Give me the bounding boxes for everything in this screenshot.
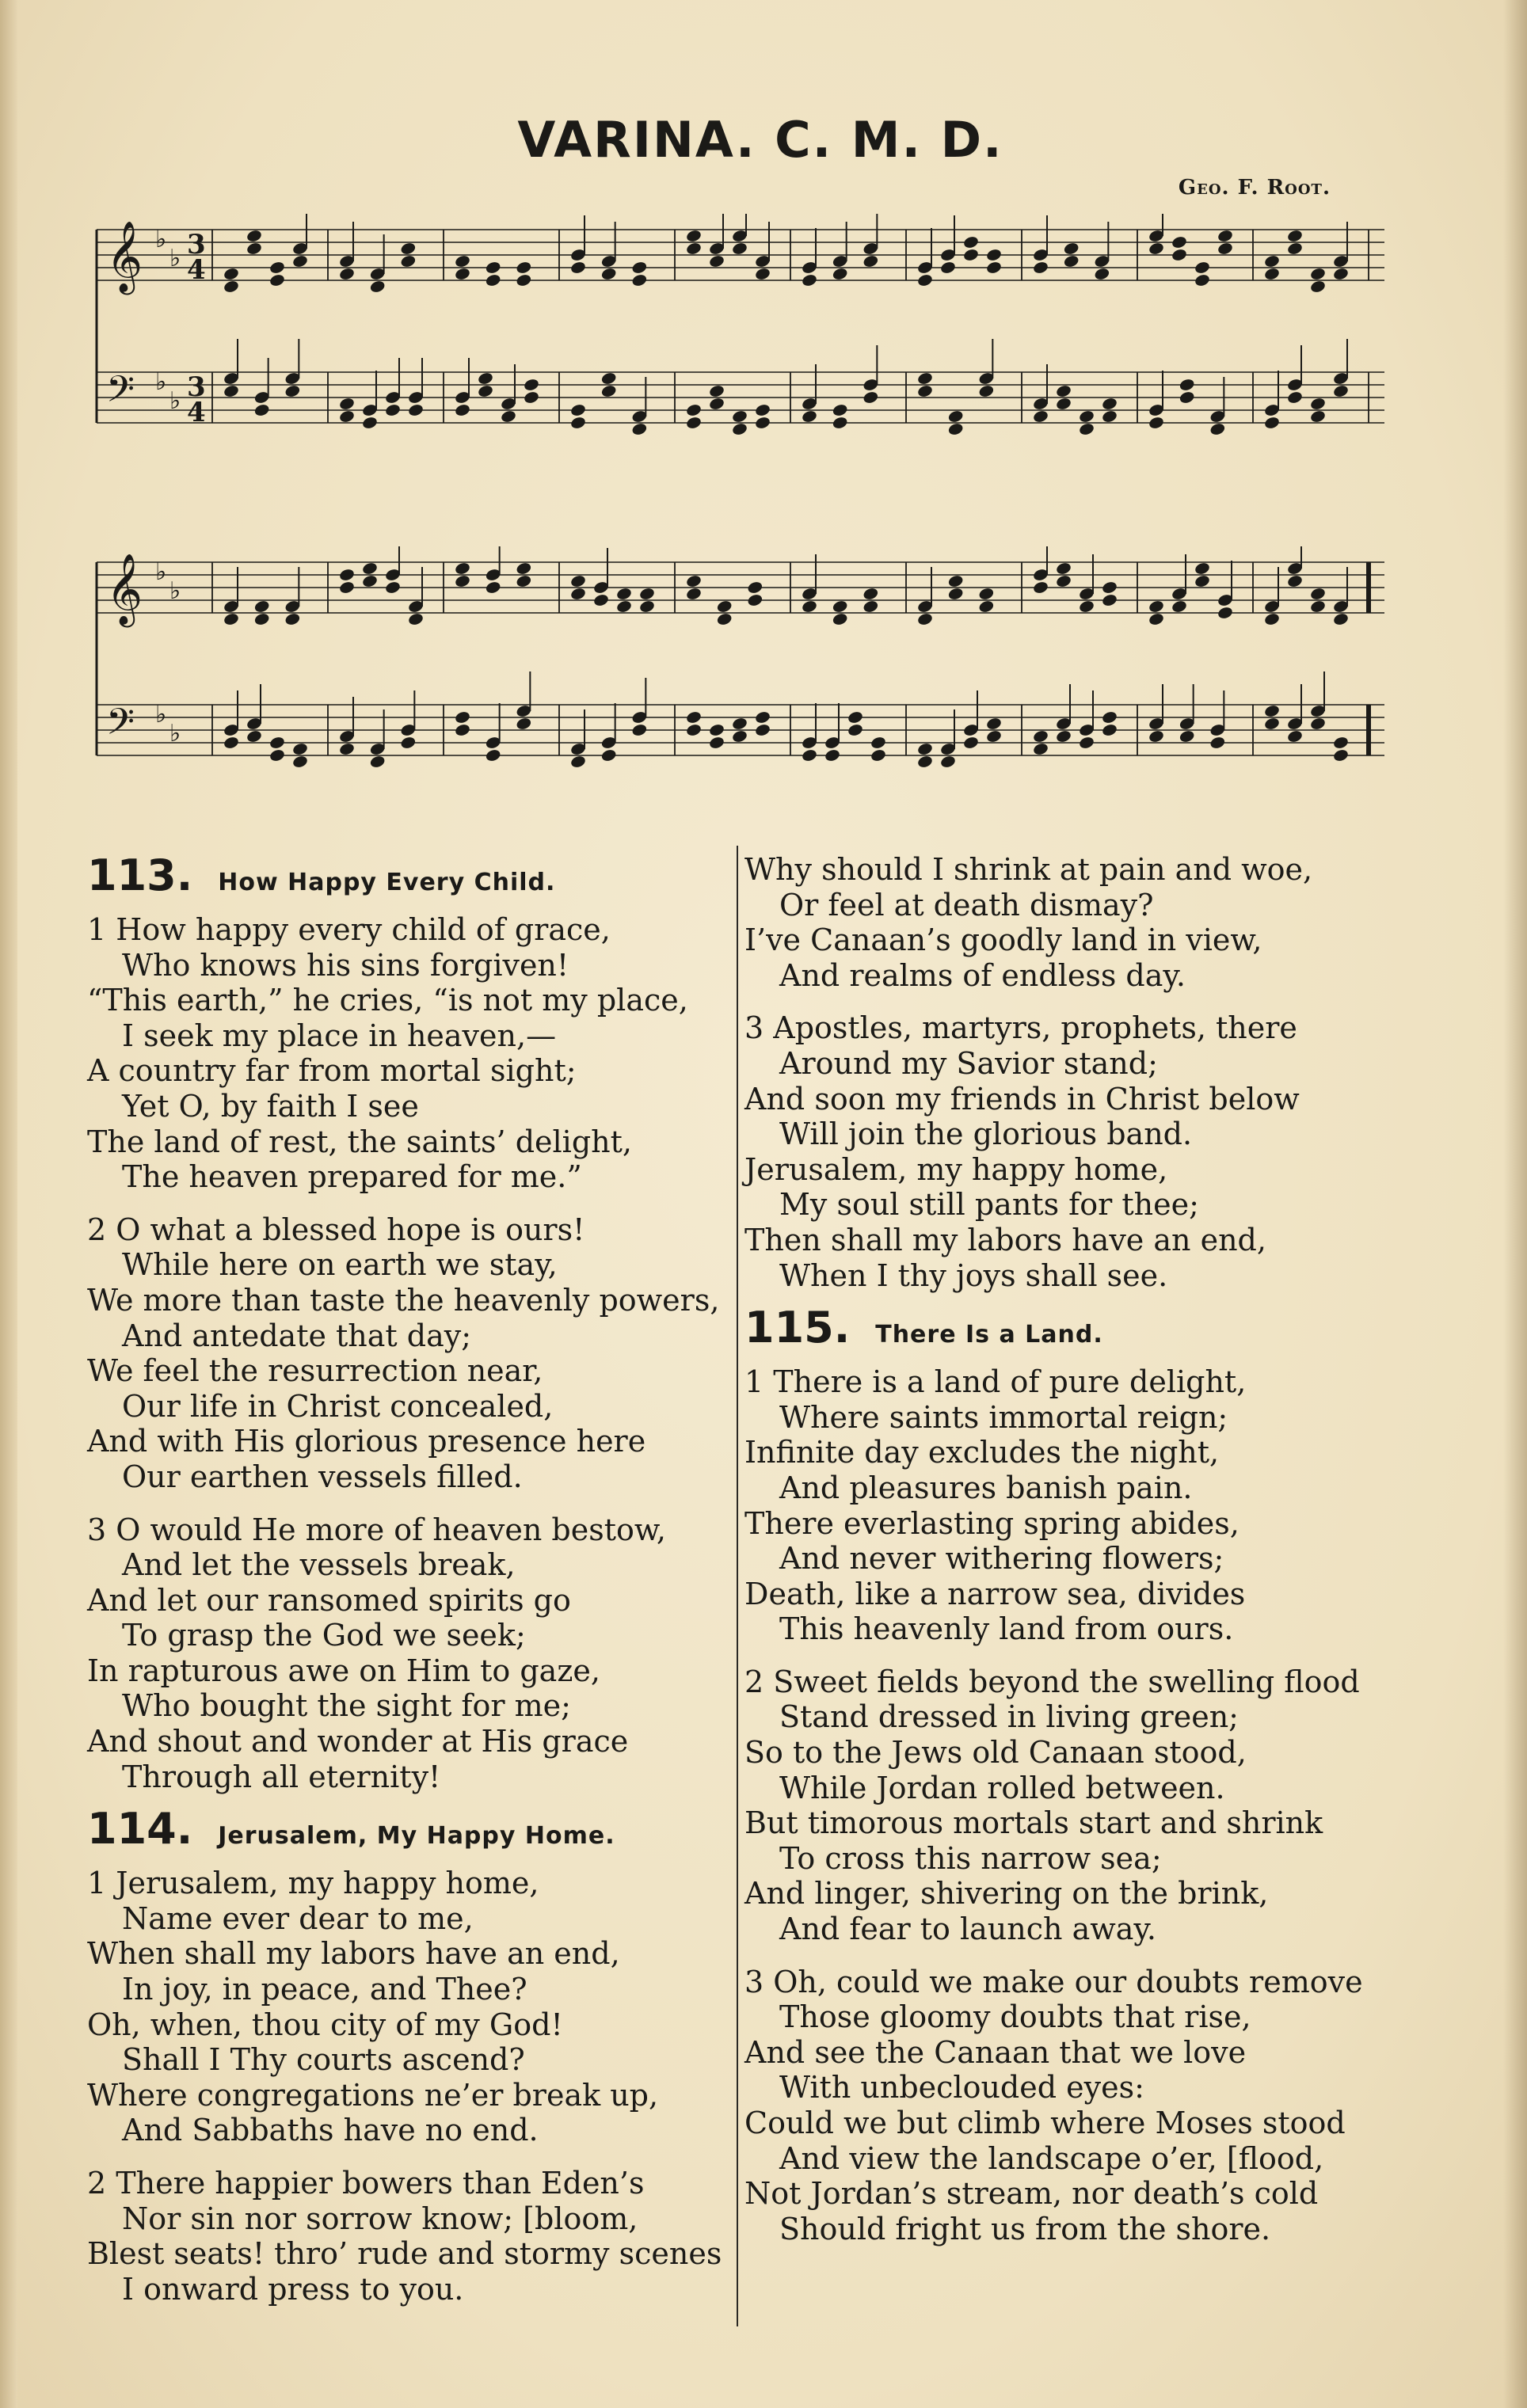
verse-line: Infinite day excludes the night, <box>744 1435 1220 1470</box>
page-spine <box>0 0 17 2408</box>
verse-line: I’ve Canaan’s goodly land in view, <box>744 922 1262 958</box>
verse-line: And fear to launch away. <box>779 1912 1156 1947</box>
verse-line: Who bought the sight for me; <box>122 1688 571 1724</box>
verse-line: Who knows his sins forgiven! <box>122 947 569 983</box>
verse-line: And with His glorious presence here <box>87 1424 646 1459</box>
hymn-title: How Happy Every Child. <box>218 869 556 896</box>
verse-line: I onward press to you. <box>122 2271 464 2307</box>
verse-line: Nor sin nor sorrow know; [bloom, <box>122 2201 638 2236</box>
svg-text:♭: ♭ <box>155 701 167 728</box>
verse-line: 3 O would He more of heaven bestow, <box>87 1512 666 1547</box>
verse-line: And soon my friends in Christ below <box>744 1081 1300 1117</box>
verse-line: Where saints immortal reign; <box>779 1399 1228 1435</box>
svg-text:4: 4 <box>187 254 206 286</box>
verse-line: 2 There happier bowers than Eden’s <box>87 2166 645 2201</box>
verse-line: While here on earth we stay, <box>122 1247 558 1283</box>
hymn-number: 113. <box>87 850 193 900</box>
verse-line: Through all eternity! <box>122 1759 441 1794</box>
verse-line: Our life in Christ concealed, <box>122 1388 554 1424</box>
tune-title: VARINA. C. M. D. <box>517 111 1003 169</box>
verse-line: There everlasting spring abides, <box>744 1505 1239 1541</box>
hymn-block <box>87 1804 737 2307</box>
verse-line: Could we but climb where Moses stood <box>744 2106 1346 2140</box>
stanza <box>87 1866 737 2148</box>
verse-line: Name ever dear to me, <box>122 1900 474 1936</box>
verse-line: And let the vessels break, <box>122 1547 516 1583</box>
svg-text:𝄢: 𝄢 <box>106 701 135 752</box>
verse-line: The heaven prepared for me.” <box>122 1159 582 1195</box>
stanza <box>744 1965 1402 2247</box>
svg-text:𝄞: 𝄞 <box>106 221 143 292</box>
hymn-heading <box>744 1303 1402 1355</box>
svg-text:𝄞: 𝄞 <box>106 553 143 625</box>
verse-line: We feel the resurrection near, <box>87 1353 543 1389</box>
verse-line: To grasp the God we seek; <box>122 1618 526 1653</box>
hymn-title: Jerusalem, My Happy Home. <box>218 1822 615 1851</box>
stanza <box>87 1212 737 1495</box>
verse-line: We more than taste the heavenly powers, <box>87 1282 720 1318</box>
verse-line: Jerusalem, my happy home, <box>744 1151 1168 1187</box>
verse-line: Those gloomy doubts that rise, <box>779 1999 1251 2035</box>
svg-text:♭: ♭ <box>169 577 181 605</box>
verse-line: Shall I Thy courts ascend? <box>122 2042 525 2078</box>
verse-line: And pleasures banish pain. <box>779 1470 1193 1505</box>
stanza <box>87 912 737 1195</box>
verse-line: 3 Oh, could we make our doubts remove <box>744 1964 1363 1999</box>
svg-text:♭: ♭ <box>169 245 181 272</box>
svg-text:𝄢: 𝄢 <box>106 368 135 420</box>
stanza <box>744 852 1402 993</box>
verse-line: Why should I shrink at pain and woe, <box>744 852 1313 887</box>
stanza <box>87 1512 737 1795</box>
stanza <box>744 1664 1402 1947</box>
verse-line: And view the landscape o’er, [flood, <box>779 2140 1324 2176</box>
svg-text:♭: ♭ <box>155 368 167 396</box>
verse-line: Not Jordan’s stream, nor death’s cold <box>744 2176 1319 2212</box>
verse-line: This heavenly land from ours. <box>779 1611 1234 1647</box>
verse-line: And Sabbaths have no end. <box>122 2113 539 2148</box>
verse-line: Stand dressed in living green; <box>779 1699 1239 1735</box>
music-system-2 <box>93 546 1392 808</box>
verse-line: In joy, in peace, and Thee? <box>122 1972 527 2007</box>
verse-line: 1 Jerusalem, my happy home, <box>87 1866 539 1901</box>
verse-line: I seek my place in heaven,— <box>122 1018 557 1053</box>
verse-line: Or feel at death dismay? <box>779 887 1154 922</box>
composer: Geo. F. Root. <box>1178 176 1331 200</box>
verse-line: 1 How happy every child of grace, <box>87 912 611 947</box>
verse-line: And linger, shivering on the brink, <box>744 1876 1269 1912</box>
verse-line: Our earthen vessels filled. <box>122 1459 523 1494</box>
music-system-1 <box>93 214 1392 475</box>
verse-line: 1 There is a land of pure delight, <box>744 1364 1247 1400</box>
column-divider <box>737 846 738 2326</box>
hymn-block <box>744 1303 1402 2246</box>
hymn-number: 114. <box>87 1804 193 1855</box>
verse-line: Blest seats! thro’ rude and stormy scenes <box>87 2236 722 2272</box>
stanza <box>744 1010 1402 1293</box>
music-staff-image <box>93 214 1392 475</box>
verse-line: And realms of endless day. <box>779 957 1186 993</box>
verse-line: 2 Sweet fields beyond the swelling flood <box>744 1664 1360 1699</box>
verse-line: When shall my labors have an end, <box>87 1936 620 1972</box>
verse-line: “This earth,” he cries, “is not my place, <box>87 983 688 1018</box>
verse-line: Will join the glorious band. <box>779 1117 1193 1152</box>
hymn-heading <box>87 1804 737 1856</box>
svg-text:3: 3 <box>187 229 206 261</box>
svg-text:3: 3 <box>187 371 206 403</box>
verse-line: And see the Canaan that we love <box>744 2034 1247 2070</box>
svg-text:♭: ♭ <box>169 387 181 415</box>
hymn-block <box>87 850 737 1794</box>
verse-line: Oh, when, thou city of my God! <box>87 2007 563 2042</box>
verse-line: Where congregations ne’er break up, <box>87 2077 659 2113</box>
verse-line: A country far from mortal sight; <box>87 1053 577 1089</box>
stanza <box>744 1364 1402 1647</box>
hymn-block <box>744 852 1402 1293</box>
verse-line: Should fright us from the shore. <box>779 2211 1271 2246</box>
page-edge <box>1503 0 1527 2408</box>
left-column <box>87 850 737 2324</box>
verse-line: My soul still pants for thee; <box>779 1187 1199 1223</box>
verse-line: And never withering flowers; <box>779 1541 1224 1577</box>
verse-line: So to the Jews old Canaan stood, <box>744 1735 1247 1771</box>
verse-line: While Jordan rolled between. <box>779 1770 1225 1805</box>
stanza <box>87 2166 737 2307</box>
verse-line: To cross this narrow sea; <box>779 1840 1162 1876</box>
verse-line: And shout and wonder at His grace <box>87 1724 629 1759</box>
verse-line: But timorous mortals start and shrink <box>744 1805 1323 1841</box>
verse-line: Death, like a narrow sea, divides <box>744 1576 1246 1611</box>
svg-text:♭: ♭ <box>155 226 167 253</box>
svg-text:4: 4 <box>187 397 206 428</box>
verse-line: With unbeclouded eyes: <box>779 2070 1144 2106</box>
svg-text:♭: ♭ <box>169 720 181 748</box>
verse-line: 2 O what a blessed hope is ours! <box>87 1212 585 1247</box>
verse-line: And antedate that day; <box>122 1318 472 1353</box>
svg-text:♭: ♭ <box>155 558 167 586</box>
verse-line: And let our ransomed spirits go <box>87 1582 571 1618</box>
verse-line: When I thy joys shall see. <box>779 1257 1168 1293</box>
verse-line: Around my Savior stand; <box>779 1045 1158 1081</box>
hymn-title: There Is a Land. <box>875 1321 1103 1349</box>
verse-line: The land of rest, the saints’ delight, <box>87 1124 632 1159</box>
right-column <box>744 852 1402 2264</box>
verse-line: 3 Apostles, martyrs, prophets, there <box>744 1010 1297 1046</box>
verse-line: In rapturous awe on Him to gaze, <box>87 1653 600 1688</box>
music-staff-image <box>93 546 1392 808</box>
hymn-heading <box>87 850 737 903</box>
verse-line: Yet O, by faith I see <box>122 1088 419 1124</box>
hymn-number: 115. <box>744 1303 851 1353</box>
verse-line: Then shall my labors have an end, <box>744 1222 1266 1257</box>
